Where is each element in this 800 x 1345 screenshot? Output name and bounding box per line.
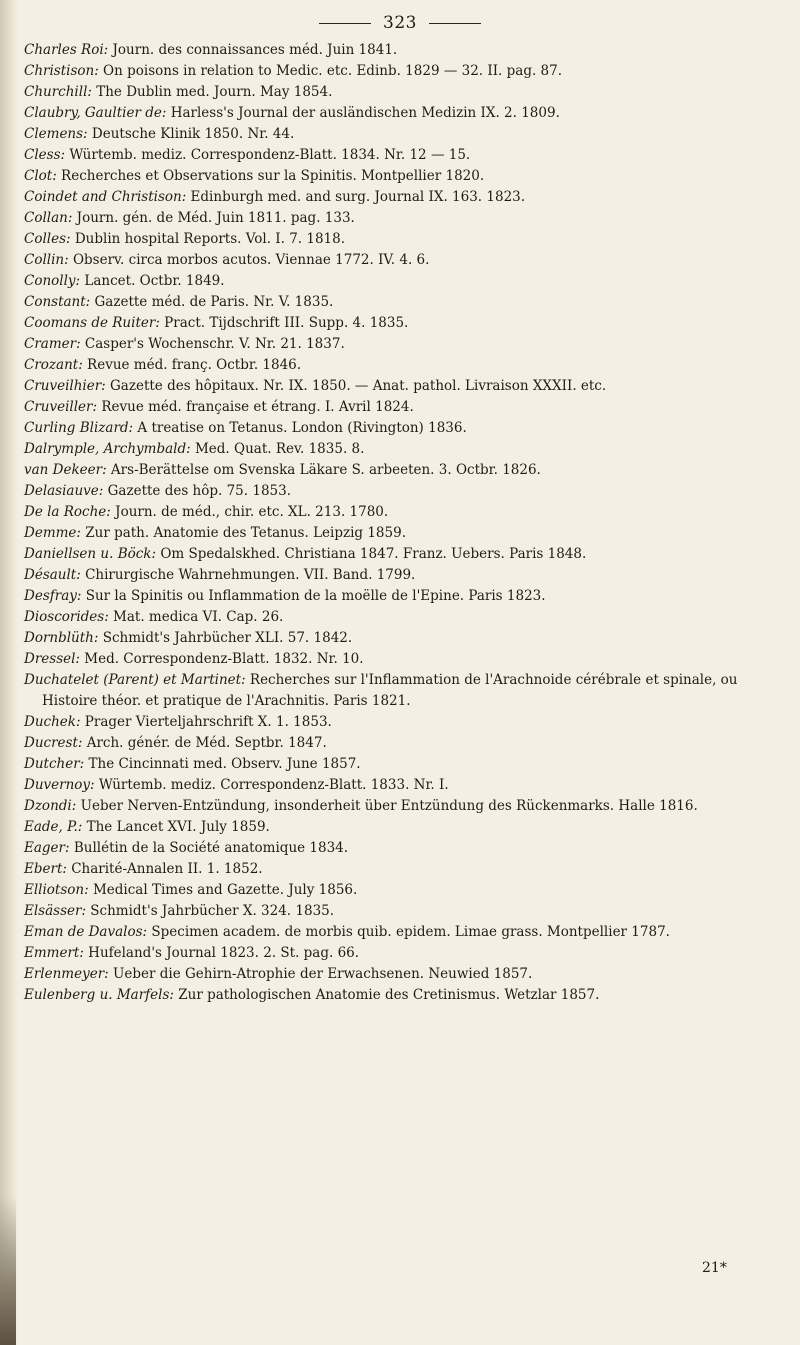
entry-reference: Schmidt's Jahrbücher X. 324. 1835. <box>86 903 335 919</box>
bibliography-entry <box>24 187 788 208</box>
signature-mark: 21* <box>702 1260 727 1276</box>
bibliography-entry <box>24 649 788 670</box>
bibliography-entry <box>24 502 788 523</box>
entry-reference: Recherches et Observations sur la Spinitis. Montpellier 1820. <box>56 168 485 184</box>
entry-reference: Journ. de méd., chir. etc. XL. 213. 1780. <box>110 504 389 520</box>
entry-author: Churchill: <box>24 84 92 100</box>
bibliography-entry <box>24 943 788 964</box>
entry-reference: Medical Times and Gazette. July 1856. <box>88 882 358 898</box>
bibliography-entry <box>24 397 788 418</box>
entry-author: Delasiauve: <box>24 483 104 499</box>
entry-reference: Zur path. Anatomie des Tetanus. Leipzig 1859. <box>80 525 406 541</box>
bibliography-entry <box>24 586 788 607</box>
entry-author: Duchatelet (Parent) et Martinet: <box>24 672 246 688</box>
entry-reference: Ueber Nerven-Entzündung, insonderheit über Entzündung des Rückenmarks. Halle 1816. <box>76 798 698 814</box>
entry-reference: Journ. gén. de Méd. Juin 1811. pag. 133. <box>72 210 355 226</box>
bibliography-entry <box>24 481 788 502</box>
bibliography-entry <box>24 229 788 250</box>
bibliography-entry <box>24 922 788 943</box>
entry-author: Demme: <box>24 525 81 541</box>
entry-author: Dalrymple, Archymbald: <box>24 441 191 457</box>
entry-reference: Harless's Journal der ausländischen Medizin IX. 2. 1809. <box>166 105 560 121</box>
entry-author: Collin: <box>24 252 69 268</box>
entry-author: Eulenberg u. Marfels: <box>24 987 174 1003</box>
bibliography-entry <box>24 271 788 292</box>
entry-reference: The Dublin med. Journ. May 1854. <box>91 84 333 100</box>
entry-author: Cless: <box>24 147 66 163</box>
entry-author: Constant: <box>24 294 91 310</box>
entry-reference: Gazette des hôp. 75. 1853. <box>103 483 292 499</box>
bibliography-entry <box>24 334 788 355</box>
entry-author: Elliotson: <box>24 882 89 898</box>
entry-author: Coomans de Ruiter: <box>24 315 160 331</box>
entry-reference: Lancet. Octbr. 1849. <box>80 273 225 289</box>
entry-reference: Würtemb. mediz. Correspondenz-Blatt. 1833. Nr. I. <box>94 777 449 793</box>
bibliography-entry <box>24 733 788 754</box>
entry-author: Ebert: <box>24 861 67 877</box>
entry-reference: Chirurgische Wahrnehmungen. VII. Band. 1799. <box>80 567 416 583</box>
bibliography-entry <box>24 418 788 439</box>
entry-reference: On poisons in relation to Medic. etc. Edinb. 1829 — 32. II. pag. 87. <box>98 63 563 79</box>
entry-author: Claubry, Gaultier de: <box>24 105 167 121</box>
entry-reference: The Cincinnati med. Observ. June 1857. <box>84 756 361 772</box>
entry-author: Clot: <box>24 168 57 184</box>
page-header <box>0 12 800 34</box>
entry-author: Colles: <box>24 231 71 247</box>
bibliography-entry <box>24 292 788 313</box>
entry-reference: Gazette méd. de Paris. Nr. V. 1835. <box>90 294 334 310</box>
bibliography-entry <box>24 439 788 460</box>
bibliography-list <box>24 40 788 1006</box>
entry-author: Crozant: <box>24 357 83 373</box>
bibliography-entry <box>24 544 788 565</box>
entry-author: Dutcher: <box>24 756 85 772</box>
bibliography-entry <box>24 82 788 103</box>
bibliography-entry <box>24 250 788 271</box>
entry-reference: Recherches sur l'Inflammation de l'Arachnoide cérébrale et spinale, ou Histoire théor. et pratique de l'Arachnitis. Paris 1821. <box>42 672 738 709</box>
bibliography-entry <box>24 376 788 397</box>
entry-author: Coindet and Christison: <box>24 189 187 205</box>
bibliography-entry <box>24 523 788 544</box>
entry-author: De la Roche: <box>24 504 111 520</box>
bibliography-entry <box>24 145 788 166</box>
header-rule-right <box>429 23 481 24</box>
entry-author: Dioscorides: <box>24 609 109 625</box>
bibliography-entry <box>24 712 788 733</box>
bibliography-entry <box>24 607 788 628</box>
bibliography-entry <box>24 166 788 187</box>
entry-reference: Revue méd. franç. Octbr. 1846. <box>82 357 302 373</box>
entry-reference: Bullétin de la Société anatomique 1834. <box>69 840 349 856</box>
bibliography-entry <box>24 628 788 649</box>
entry-author: Dornblüth: <box>24 630 99 646</box>
entry-author: Collan: <box>24 210 73 226</box>
entry-reference: Revue méd. française et étrang. I. Avril 1824. <box>97 399 414 415</box>
entry-author: Conolly: <box>24 273 81 289</box>
entry-author: Eman de Davalos: <box>24 924 148 940</box>
bibliography-entry <box>24 838 788 859</box>
entry-author: Emmert: <box>24 945 84 961</box>
bibliography-entry <box>24 40 788 61</box>
entry-reference: Med. Correspondenz-Blatt. 1832. Nr. 10. <box>79 651 364 667</box>
entry-author: Dressel: <box>24 651 80 667</box>
bibliography-entry <box>24 859 788 880</box>
header-rule-left <box>319 23 371 24</box>
bibliography-entry <box>24 208 788 229</box>
bibliography-entry <box>24 313 788 334</box>
entry-reference: Würtemb. mediz. Correspondenz-Blatt. 1834. Nr. 12 — 15. <box>65 147 471 163</box>
bibliography-entry <box>24 775 788 796</box>
entry-reference: Hufeland's Journal 1823. 2. St. pag. 66. <box>83 945 360 961</box>
entry-reference: Ueber die Gehirn-Atrophie der Erwachsenen. Neuwied 1857. <box>108 966 533 982</box>
entry-reference: Observ. circa morbos acutos. Viennae 1772. IV. 4. 6. <box>68 252 430 268</box>
entry-author: Desfray: <box>24 588 82 604</box>
bibliography-entry <box>24 355 788 376</box>
entry-author: Clemens: <box>24 126 88 142</box>
entry-reference: Med. Quat. Rev. 1835. 8. <box>190 441 365 457</box>
entry-reference: Arch. génér. de Méd. Septbr. 1847. <box>82 735 327 751</box>
bibliography-entry <box>24 61 788 82</box>
bibliography-entry <box>24 460 788 481</box>
entry-reference: Pract. Tijdschrift III. Supp. 4. 1835. <box>159 315 409 331</box>
entry-author: Charles Roi: <box>24 42 109 58</box>
bibliography-entry <box>24 817 788 838</box>
bibliography-entry <box>24 670 788 712</box>
entry-reference: Sur la Spinitis ou Inflammation de la moëlle de l'Epine. Paris 1823. <box>81 588 546 604</box>
bibliography-entry <box>24 565 788 586</box>
entry-reference: Om Spedalskhed. Christiana 1847. Franz. Uebers. Paris 1848. <box>156 546 587 562</box>
entry-reference: Casper's Wochenschr. V. Nr. 21. 1837. <box>80 336 345 352</box>
bibliography-entry <box>24 901 788 922</box>
entry-author: Cruveiller: <box>24 399 98 415</box>
entry-author: Cruveilhier: <box>24 378 106 394</box>
bibliography-entry <box>24 964 788 985</box>
entry-reference: Dublin hospital Reports. Vol. I. 7. 1818. <box>70 231 346 247</box>
entry-author: Elsässer: <box>24 903 86 919</box>
entry-reference: Deutsche Klinik 1850. Nr. 44. <box>87 126 295 142</box>
entry-reference: Charité-Annalen II. 1. 1852. <box>66 861 263 877</box>
entry-reference: Schmidt's Jahrbücher XLI. 57. 1842. <box>98 630 353 646</box>
page-gutter-shadow <box>0 1195 16 1345</box>
entry-author: Cramer: <box>24 336 81 352</box>
entry-author: Eade, P.: <box>24 819 83 835</box>
entry-reference: Prager Vierteljahrschrift X. 1. 1853. <box>80 714 332 730</box>
entry-author: Dzondi: <box>24 798 77 814</box>
bibliography-entry <box>24 880 788 901</box>
entry-author: Duvernoy: <box>24 777 95 793</box>
entry-author: Christison: <box>24 63 99 79</box>
entry-author: Erlenmeyer: <box>24 966 109 982</box>
entry-reference: A treatise on Tetanus. London (Rivington) 1836. <box>133 420 467 436</box>
bibliography-entry <box>24 796 788 817</box>
entry-author: Duchek: <box>24 714 81 730</box>
bibliography-entry <box>24 754 788 775</box>
entry-reference: Edinburgh med. and surg. Journal IX. 163. 1823. <box>186 189 526 205</box>
entry-reference: Mat. medica VI. Cap. 26. <box>108 609 284 625</box>
page-gutter <box>0 0 18 1345</box>
entry-reference: Specimen academ. de morbis quib. epidem. Limae grass. Montpellier 1787. <box>147 924 670 940</box>
entry-reference: Ars-Berättelse om Svenska Läkare S. arbeeten. 3. Octbr. 1826. <box>106 462 541 478</box>
entry-reference: Journ. des connaissances méd. Juin 1841. <box>108 42 398 58</box>
page-number: 323 <box>383 13 417 33</box>
entry-author: Ducrest: <box>24 735 83 751</box>
bibliography-entry <box>24 124 788 145</box>
entry-author: Daniellsen u. Böck: <box>24 546 157 562</box>
entry-reference: Zur pathologischen Anatomie des Cretinismus. Wetzlar 1857. <box>173 987 600 1003</box>
entry-reference: Gazette des hôpitaux. Nr. IX. 1850. — Anat. pathol. Livraison XXXII. etc. <box>105 378 607 394</box>
entry-author: van Dekeer: <box>24 462 107 478</box>
bibliography-entry <box>24 985 788 1006</box>
entry-reference: The Lancet XVI. July 1859. <box>82 819 270 835</box>
bibliography-entry <box>24 103 788 124</box>
entry-author: Désault: <box>24 567 81 583</box>
entry-author: Curling Blizard: <box>24 420 134 436</box>
entry-author: Eager: <box>24 840 70 856</box>
